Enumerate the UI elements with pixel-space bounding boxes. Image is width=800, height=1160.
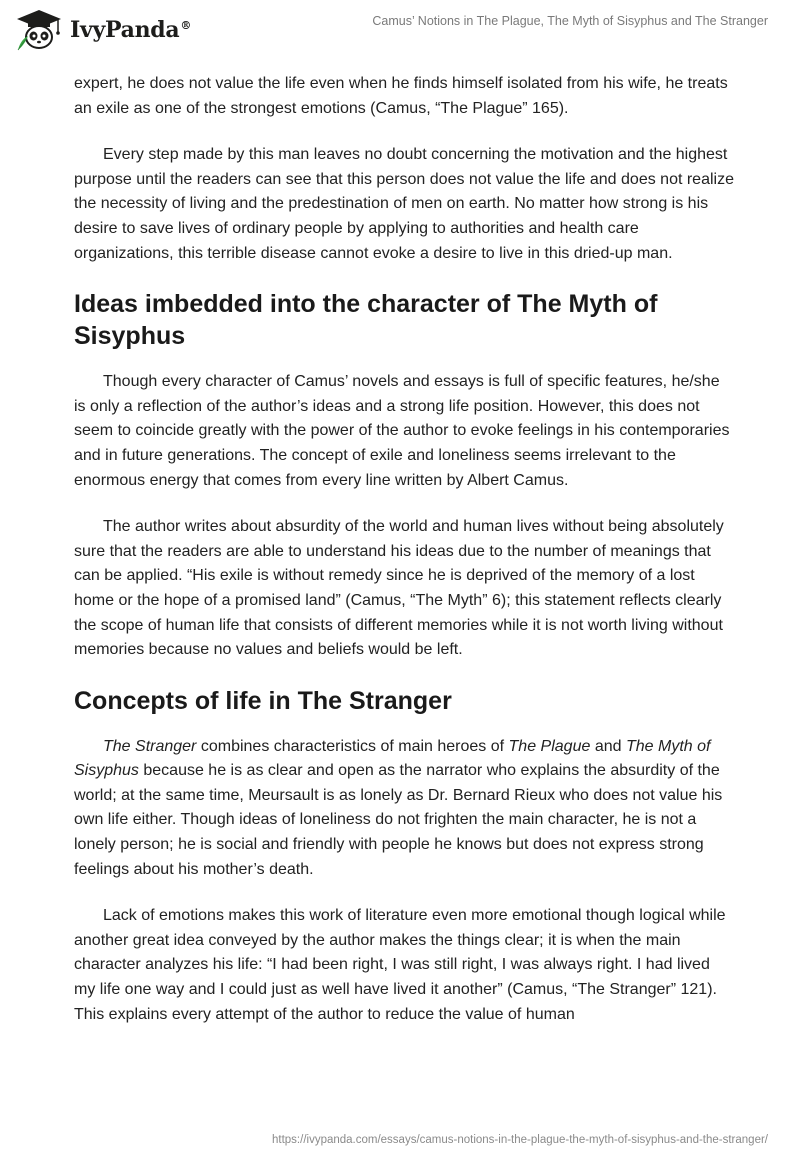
section-heading: Ideas imbedded into the character of The Myth of Sisyphus bbox=[74, 290, 658, 351]
paragraph: expert, he does not value the life even when he finds himself isolated from his wife, he treats an exile as one of the strongest emotions (Camus, “The Plague” 165). bbox=[74, 75, 728, 117]
text-span: combines characteristics of main heroes of bbox=[196, 737, 509, 755]
paragraph: The author writes about absurdity of the world and human lives without being absolutely sure that the readers are able to understand his ideas due to the number of meanings that can be applied. “His exile is without remedy since he is deprived of the memory of a lost home or the hope of a promised land” (Camus, “The Myth” 6); this statement reflects clearly the scope of human life that consists of different memories while it is not worth living without memories because no values and beliefs would be left. bbox=[74, 518, 724, 659]
paragraph bbox=[74, 735, 734, 883]
page-header bbox=[0, 0, 800, 60]
paragraph: Though every character of Camus’ novels and essays is full of specific features, he/she is only a reflection of the author’s ideas and a strong life position. However, this does not seem to coincide greatly with the power of the author to evoke feelings in his contemporaries and in future generations. The concept of exile and loneliness seems irrelevant to the enormous energy that comes from every line written by Albert Camus. bbox=[74, 373, 730, 489]
text-span: because he is as clear and open as the narrator who explains the absurdity of the world; at the same time, Meursault is as lonely as Dr. Bernard Rieux who does not value his own life either. Though ideas of loneliness do not frighten the main character, he is not a lonely person; he is social and friendly with people he knows but does not express strong feelings about his mother’s death. bbox=[74, 762, 723, 878]
source-url-link[interactable]: https://ivypanda.com/essays/camus-notions-in-the-plague-the-myth-of-sisyphus-and-the-stranger/ bbox=[272, 1134, 768, 1146]
text-span: and bbox=[590, 737, 626, 755]
italic-title: The Myth of Sisyphus bbox=[74, 737, 711, 780]
brand-name: IvyPanda® bbox=[70, 17, 192, 43]
paragraph: Every step made by this man leaves no doubt concerning the motivation and the highest purpose until the readers can see that this person does not value the life and does not realize the necessity of living and the predestination of men on earth. No matter how strong is his desire to save lives of ordinary people by applying to authorities and health care organizations, this terrible disease cannot evoke a desire to live in this dried-up man. bbox=[74, 146, 734, 262]
document-title: Camus’ Notions in The Plague, The Myth of Sisyphus and The Stranger bbox=[372, 14, 768, 28]
essay-body bbox=[74, 72, 734, 1049]
panda-graduate-logo-icon bbox=[14, 8, 64, 52]
paragraph: Lack of emotions makes this work of literature even more emotional though logical while another great idea conveyed by the author makes the things clear; it is when the main character analyzes his life: “I had been right, I was still right, I was always right. I had lived my life one way and I could just as well have lived it another” (Camus, “The Stranger” 121). This explains every attempt of the author to reduce the value of human bbox=[74, 907, 726, 1023]
ivypanda-logo[interactable] bbox=[14, 8, 191, 52]
italic-title: The Plague bbox=[508, 737, 591, 755]
italic-title: The Stranger bbox=[103, 737, 197, 755]
section-heading: Concepts of life in The Stranger bbox=[74, 686, 452, 715]
